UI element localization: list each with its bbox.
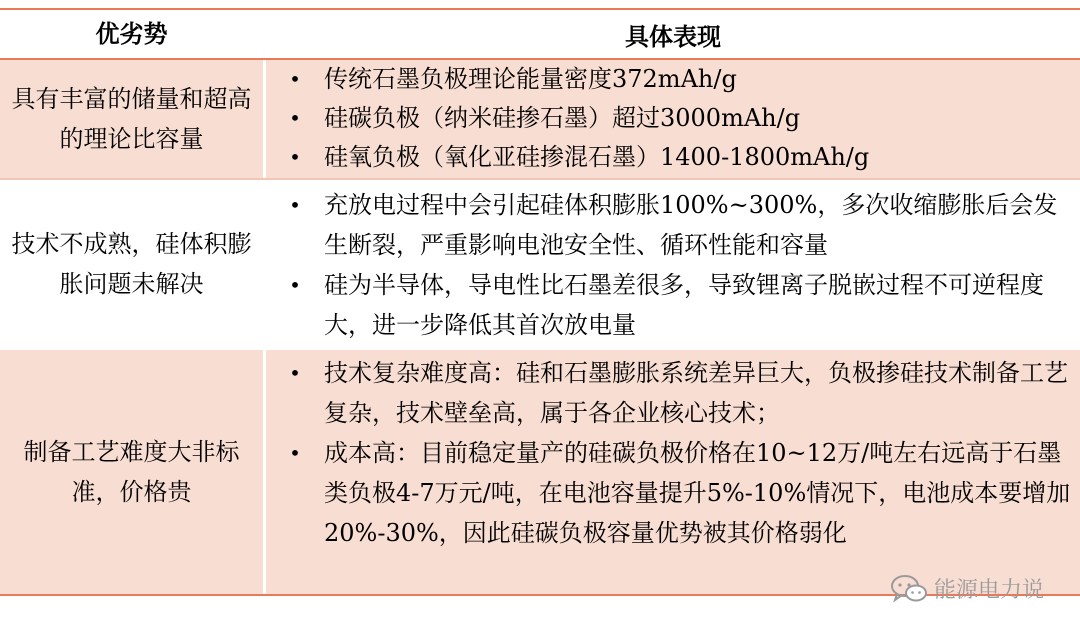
row-details	[263, 180, 1080, 348]
bullet-list	[266, 180, 1080, 351]
bullet-text: 技术复杂难度高：硅和石墨膨胀系统差异巨大，负极掺硅技术制备工艺复杂，技术壁垒高，属于各企业核心技术；	[324, 359, 1068, 427]
table-header-row	[0, 10, 1080, 60]
table-row	[0, 178, 1080, 348]
bullet-text: 传统石墨负极理论能量密度372mAh/g	[324, 65, 737, 93]
wechat-icon	[890, 574, 928, 604]
list-item	[266, 433, 1072, 553]
watermark-text: 能源电力说	[933, 578, 1044, 603]
list-item	[266, 138, 1072, 177]
bullet-list	[266, 350, 1080, 559]
row-details	[263, 350, 1080, 594]
bullet-text: 成本高：目前稳定量产的硅碳负极价格在10~12万/吨左右远高于石墨类负极4-7万元/吨，在电池容量提升5%-10%情况下，电池成本要增加20%-30%，因此硅碳负极容量优势被其价格弱化	[324, 439, 1071, 547]
row-label: 具有丰富的储量和超高的理论比容量	[0, 60, 263, 178]
list-item	[266, 99, 1072, 138]
bullet-icon: •	[289, 361, 301, 385]
table-row	[0, 348, 1080, 594]
bullet-icon: •	[289, 193, 301, 217]
header-details: 具体表现	[263, 10, 1080, 58]
bullet-list	[266, 60, 1080, 183]
bullet-text: 硅为半导体，导电性比石墨差很多，导致锂离子脱嵌过程不可逆程度大，进一步降低其首次放电量	[324, 271, 1044, 339]
bullet-text: 硅氧负极（氧化亚硅掺混石墨）1400-1800mAh/g	[324, 143, 870, 171]
header-advantages-disadvantages: 优劣势	[95, 19, 168, 48]
bullet-icon: •	[289, 145, 301, 169]
row-label: 制备工艺难度大非标准，价格贵	[0, 350, 263, 594]
bullet-text: 硅碳负极（纳米硅掺石墨）超过3000mAh/g	[324, 104, 801, 132]
list-item	[266, 60, 1072, 99]
watermark	[890, 573, 1044, 604]
bullet-icon: •	[289, 67, 301, 91]
list-item	[266, 353, 1072, 433]
row-label: 技术不成熟，硅体积膨胀问题未解决	[0, 180, 263, 348]
list-item	[266, 265, 1072, 345]
comparison-table	[0, 8, 1080, 596]
table-row	[0, 60, 1080, 178]
bullet-icon: •	[289, 441, 301, 465]
bullet-icon: •	[289, 106, 301, 130]
list-item	[266, 185, 1072, 265]
bullet-text: 充放电过程中会引起硅体积膨胀100%~300%，多次收缩膨胀后会发生断裂，严重影响电池安全性、循环性能和容量	[324, 191, 1058, 259]
bullet-icon: •	[289, 273, 301, 297]
row-details	[263, 60, 1080, 178]
